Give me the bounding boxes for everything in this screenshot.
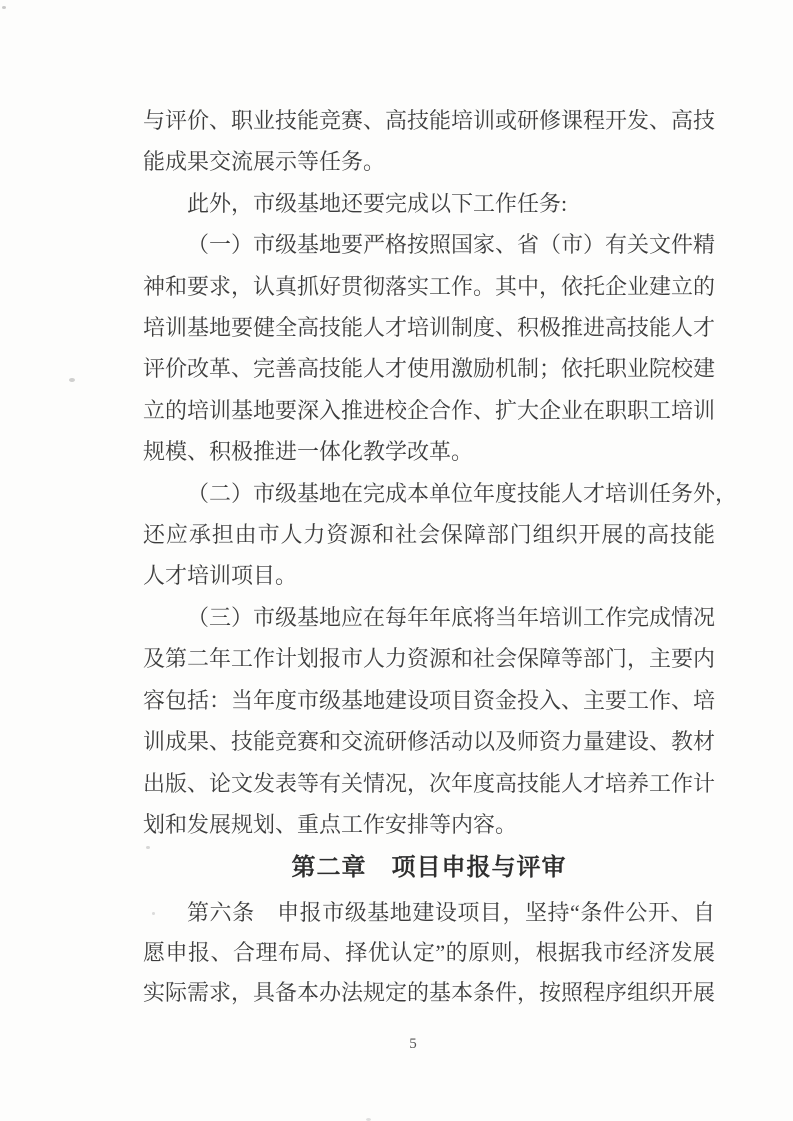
scan-speckle [2, 6, 6, 9]
text-line: 及第二年工作计划报市人力资源和社会保障等部门，主要内 [143, 646, 716, 672]
scan-speckle [69, 378, 75, 382]
text-line: 评价改革、完善高技能人才使用激励机制；依托职业院校建 [143, 356, 716, 382]
text-line: 愿申报、合理布局、择优认定”的原则，根据我市经济发展 [143, 940, 715, 966]
text-line: 出版、论文发表等有关情况，次年度高技能人才培养工作计 [143, 770, 716, 796]
text-line: 实际需求，具备本办法规定的基本条件，按照程序组织开展 [143, 980, 716, 1006]
page-number: 5 [409, 1036, 417, 1052]
text-line: 训成果、技能竞赛和交流研修活动以及师资力量建设、教材 [143, 729, 716, 755]
text-line: 规模、积极推进一体化教学改革。 [143, 439, 474, 465]
text-line: 人才培训项目。 [143, 563, 298, 589]
text-line: 容包括：当年度市级基地建设项目资金投入、主要工作、培 [143, 687, 716, 713]
text-line: 与评价、职业技能竞赛、高技能培训或研修课程开发、高技 [143, 108, 716, 133]
text-line: （一）市级基地要严格按照国家、省（市）有关文件精 [187, 232, 716, 258]
text-line: 能成果交流展示等任务。 [143, 149, 386, 175]
text-line: 神和要求，认真抓好贯彻落实工作。其中，依托企业建立的 [143, 273, 716, 299]
text-line: 第六条 申报市级基地建设项目，坚持“条件公开、自 [187, 900, 715, 926]
text-line: 还应承担由市人力资源和社会保障部门组织开展的高技能 [143, 522, 715, 548]
text-line: 培训基地要健全高技能人才培训制度、积极推进高技能人才 [143, 315, 716, 341]
document-body [143, 100, 738, 1013]
text-line: 此外，市级基地还要完成以下工作任务: [187, 190, 568, 216]
chapter-heading: 第二章 项目申报与评审 [291, 854, 567, 882]
text-line: 立的培训基地要深入推进校企合作、扩大企业在职职工培训 [143, 397, 716, 423]
text-line: （二）市级基地在完成本单位年度技能人才培训任务外， [187, 480, 738, 506]
text-line: 划和发展规划、重点工作安排等内容。 [143, 811, 518, 837]
text-line: （三）市级基地应在每年年底将当年培训工作完成情况 [187, 604, 716, 630]
